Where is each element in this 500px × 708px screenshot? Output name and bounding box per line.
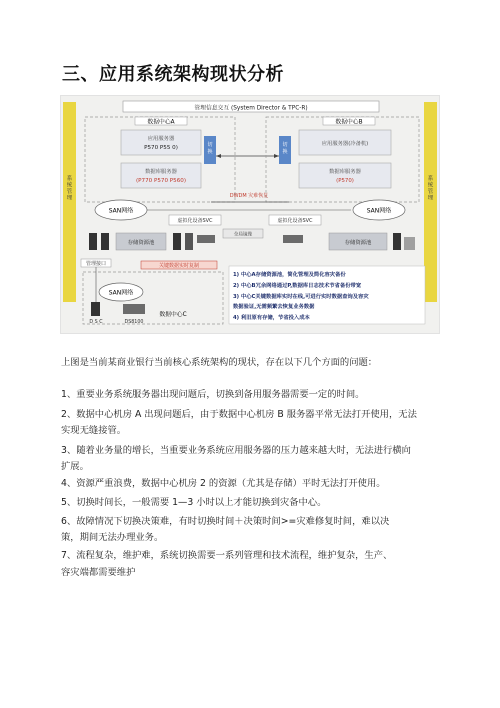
db-servers-a-label: 数据库服务器 (145, 169, 177, 175)
virt-b-label: 虚拟化设备SVC (277, 218, 313, 224)
link-left-label: 切换 (207, 142, 213, 155)
issue-line: 1、重要业务系统服务器出现问题后，切换到备用服务器需要一定的时间。 (61, 389, 365, 400)
note-item: 2) 中心B冗余网络通过P,数据库日志技术节省备份带宽 (233, 283, 362, 289)
dwdm-label: DWDM 灾难恢复 (229, 193, 269, 199)
link-right-label: 切换 (282, 142, 288, 155)
right-bar-label: 系统管理 (427, 176, 434, 202)
san-a-label: SAN网络 (108, 207, 134, 215)
right-management-bar (424, 102, 437, 302)
storage-unit-icon (197, 235, 215, 243)
issue-line: 6、故障情况下切换决策难，有时切换时间＋决策时间>=灾难修复时间，难以决 (61, 516, 390, 527)
issue-line: 4、资源严重浪费，数据中心机房 2 的资源（尤其是存储）平时无法打开使用。 (61, 478, 386, 489)
note-item: 4) 利旧原有存储，节省投入成本 (233, 315, 310, 321)
server-rack-icon (185, 233, 193, 250)
server-rack-icon (101, 233, 109, 250)
dc-b-label: 数据中心B (335, 119, 363, 126)
app-servers-a-box (121, 130, 201, 155)
issue-line: 容灾端都需要维护 (61, 567, 136, 578)
dc-a-label: 数据中心A (147, 119, 175, 126)
issue-line: 5、切换时间长，一般需要 1—3 小时以上才能切换到灾备中心。 (61, 497, 327, 508)
key-data-label: 关键数据实时复制 (158, 263, 200, 269)
issue-line: 策，期间无法办理业务。 (61, 532, 164, 543)
section-title: 三、应用系统架构现状分析 (62, 64, 284, 85)
db-servers-a-box (121, 163, 201, 188)
db-servers-a-models: (P770 P570 P560) (135, 178, 187, 184)
virt-a-label: 虚拟化设备SVC (177, 218, 213, 224)
storage-a-label: 存储资源池 (127, 240, 155, 246)
storage-unit-icon (123, 304, 145, 314)
async-copy-label: 全局镜像 (233, 232, 253, 238)
intro-paragraph: 上图是当前某商业银行当前核心系统架构的现状，存在以下几个方面的问题： (61, 357, 378, 368)
ds8100-label: DS8100 (124, 320, 144, 325)
server-icon (404, 237, 415, 250)
note-item: 1) 中心A存储资源池，简化管理及简化容灾备份 (233, 272, 346, 278)
server-rack-icon (173, 233, 181, 250)
app-servers-b-label: 应用服务器(冷备机) (321, 141, 369, 147)
top-banner-text: 管理信息交互 (System Director & TPC-R) (194, 105, 308, 112)
issue-line: 扩展。 (61, 461, 89, 472)
note-item: 数据验证,无需频繁去恢复业务数据 (233, 304, 315, 310)
db-servers-b-label: 数据库服务器 (329, 169, 361, 175)
dc-c-label: 数据中心C (159, 312, 187, 318)
storage-b-label: 存储资源池 (344, 240, 372, 246)
issue-line: 3、随着业务量的增长，当重要业务系统应用服务器的压力越来越大时，无法进行横向 (61, 445, 411, 456)
db-servers-b-models: (P570) (336, 178, 354, 184)
note-item: 3) 中心C关键数据库实时在线,可进行实时数据查询及容灾 (233, 294, 369, 300)
architecture-diagram (60, 95, 440, 334)
issue-line: 2、数据中心机房 A 出现问题后，由于数据中心机房 B 服务器平常无法打开使用，无法 (61, 409, 417, 420)
server-rack-icon (393, 233, 401, 250)
left-bar-label: 系统管理 (66, 176, 73, 202)
server-rack-icon (91, 302, 100, 316)
server-rack-icon (89, 233, 97, 250)
mgmt-label: 管理接口 (85, 261, 107, 267)
app-servers-a-label: 应用服务器 (147, 136, 175, 142)
dsc-label: D S C (89, 320, 103, 325)
issue-line: 7、流程复杂，维护难，系统切换需要一系列管理和技术流程，维护复杂，生产、 (61, 550, 393, 561)
storage-unit-icon (283, 235, 303, 243)
db-servers-b-box (299, 163, 391, 188)
app-servers-a-models: P570 P55 0) (144, 145, 178, 151)
left-management-bar (63, 102, 76, 302)
san-b-label: SAN网络 (366, 207, 392, 215)
san-c-label: SAN网络 (108, 289, 134, 297)
issue-line: 实现无缝接管。 (61, 425, 127, 436)
